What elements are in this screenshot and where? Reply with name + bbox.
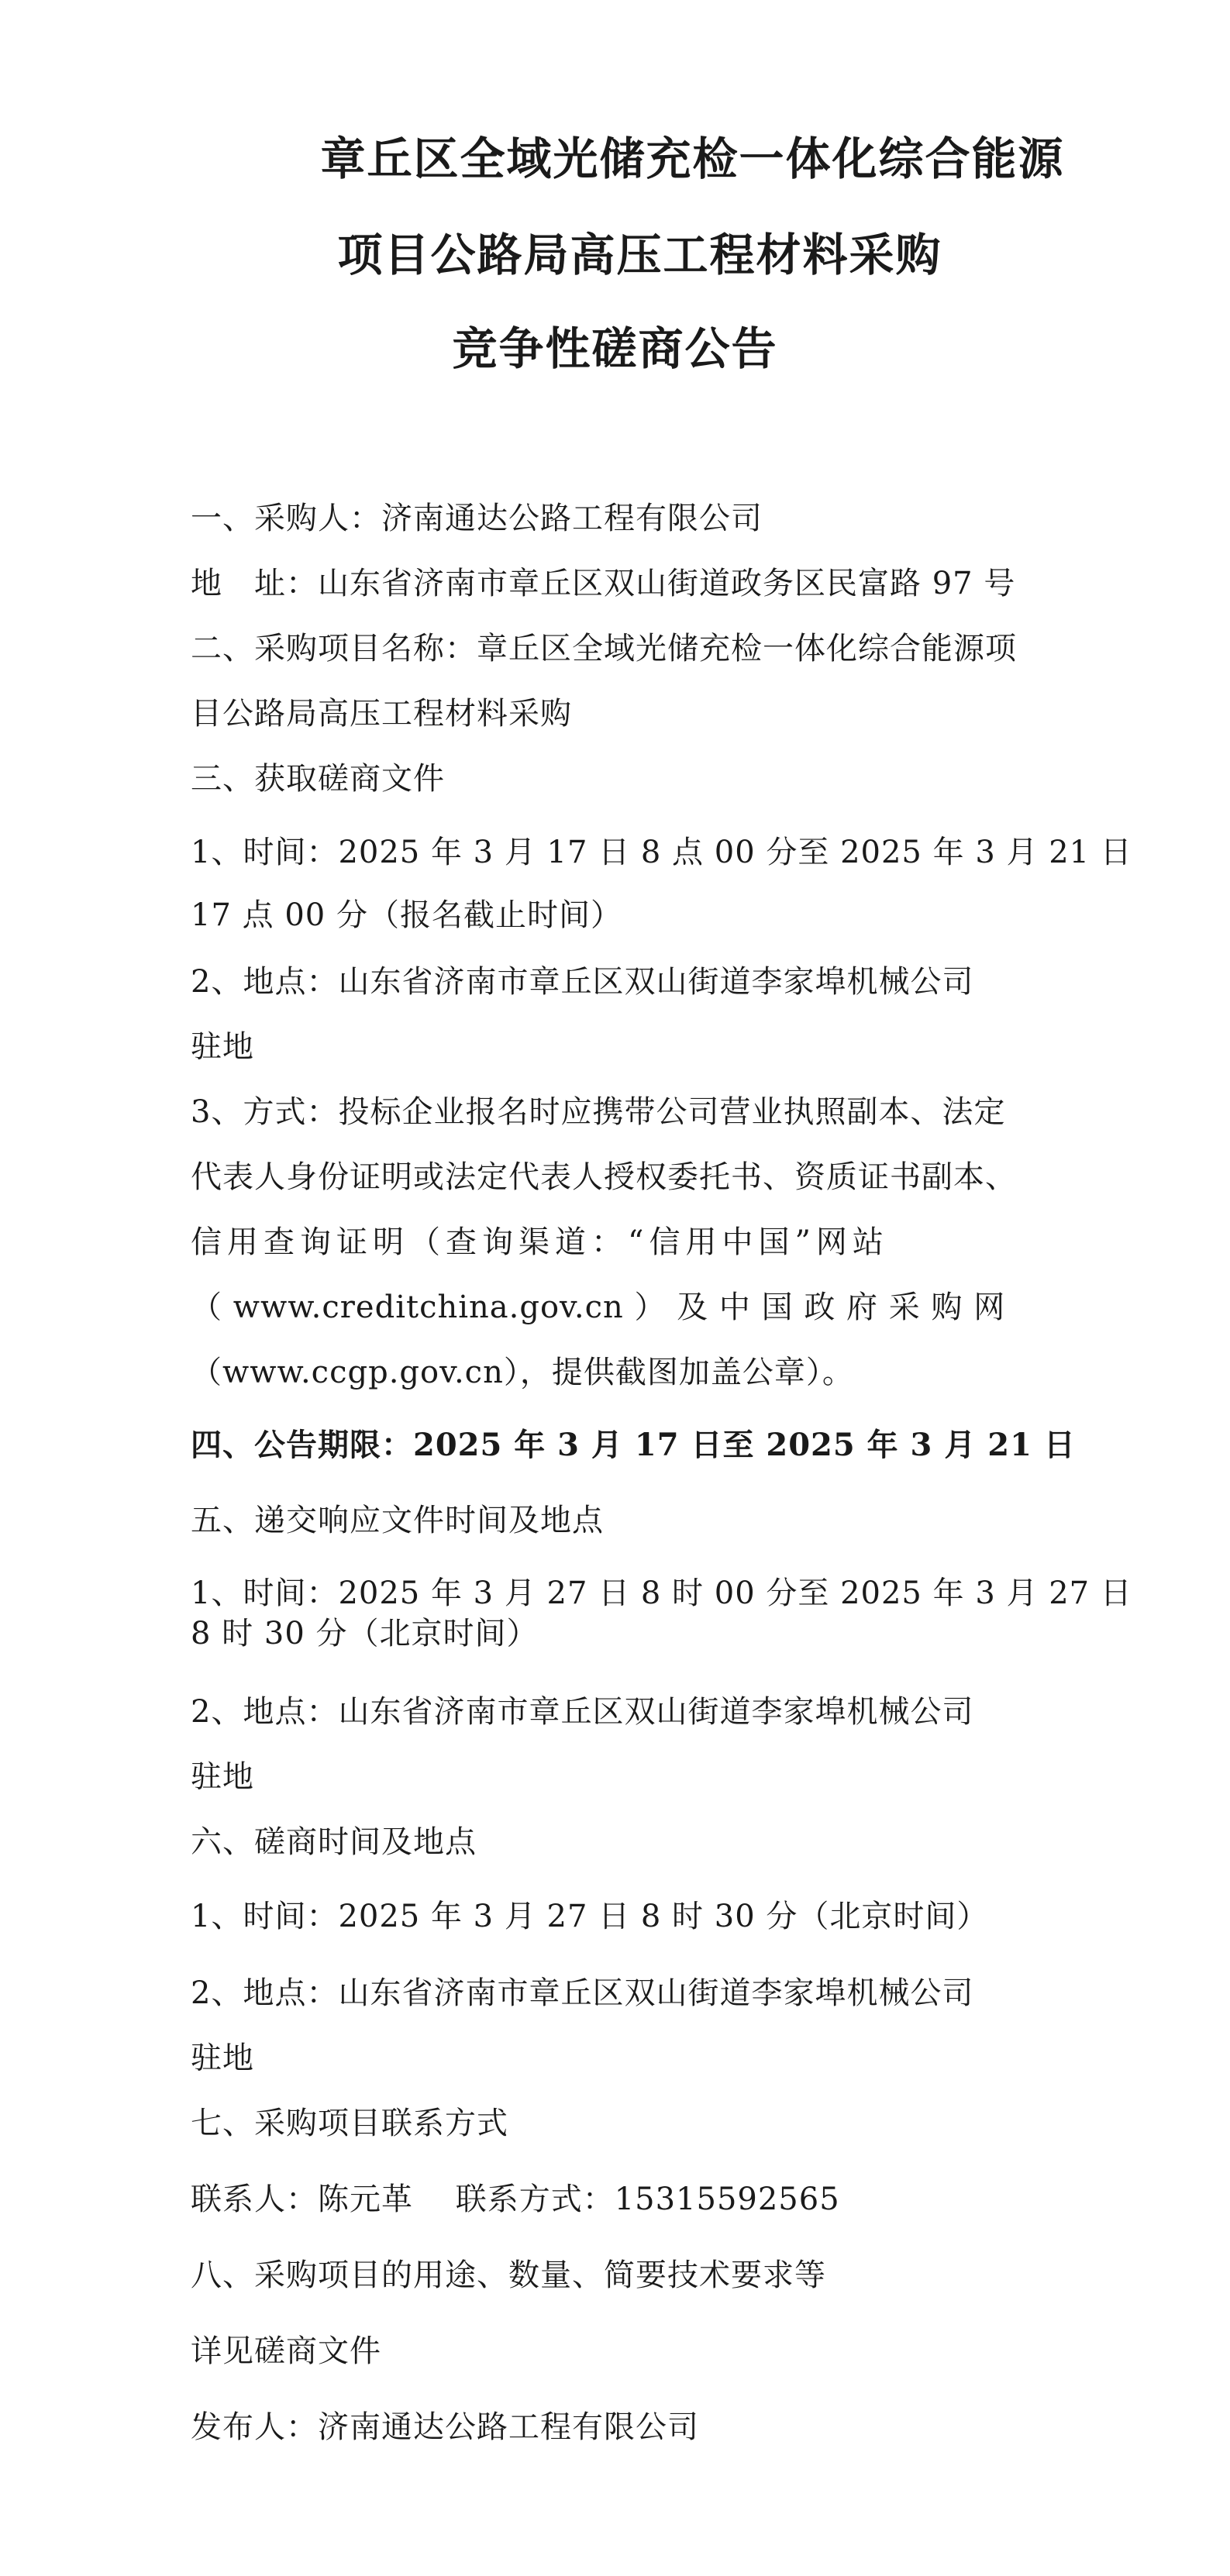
obtain-method-line-5: （www.ccgp.gov.cn），提供截图加盖公章）。 [191, 1355, 854, 1390]
contact-line: 联系人：陈元革 联系方式：15315592565 [191, 2182, 840, 2217]
obtain-time-line-1: 1、时间：2025 年 3 月 17 日 8 点 00 分至 2025 年 3 月 21 日 [191, 835, 1132, 870]
title-line-2: 项目公路局高压工程材料采购 [337, 229, 942, 281]
submit-time-line-2: 8 时 30 分（北京时间） [191, 1616, 539, 1651]
obtain-method-line-4: （ www.creditchina.gov.cn ） 及 中 国 政 府 采 购 网 [191, 1290, 1006, 1325]
obtain-time-line-2: 17 点 00 分（报名截止时间） [191, 897, 622, 933]
obtain-method-line-3: 信用查询证明（查询渠道：“信用中国”网站 [191, 1224, 889, 1260]
submit-time-line-1: 1、时间：2025 年 3 月 27 日 8 时 00 分至 2025 年 3 月 27 日 [191, 1576, 1132, 1611]
consult-place-line-1: 2、地点：山东省济南市章丘区双山街道李家埠机械公司 [191, 1975, 974, 2011]
consult-time-line: 1、时间：2025 年 3 月 27 日 8 时 30 分（北京时间） [191, 1899, 989, 1934]
detail-line: 详见磋商文件 [191, 2333, 381, 2369]
obtain-method-line-2: 代表人身份证明或法定代表人授权委托书、资质证书副本、 [191, 1159, 1017, 1195]
project-name-line-1: 二、采购项目名称：章丘区全域光储充检一体化综合能源项 [191, 631, 1017, 666]
section-7-heading: 七、采购项目联系方式 [191, 2106, 508, 2141]
submit-place-line-2: 驻地 [191, 1759, 254, 1795]
obtain-place-line-1: 2、地点：山东省济南市章丘区双山街道李家埠机械公司 [191, 964, 974, 1000]
consult-place-line-2: 驻地 [191, 2040, 254, 2076]
title-line-1: 章丘区全域光储充检一体化综合能源 [320, 133, 1065, 185]
submit-place-line-1: 2、地点：山东省济南市章丘区双山街道李家埠机械公司 [191, 1694, 974, 1730]
publisher-line: 发布人：济南通达公路工程有限公司 [191, 2409, 699, 2445]
purchaser-line: 一、采购人：济南通达公路工程有限公司 [191, 501, 763, 536]
notice-period-line: 四、公告期限：2025 年 3 月 17 日至 2025 年 3 月 21 日 [191, 1427, 1076, 1463]
section-3-heading: 三、获取磋商文件 [191, 761, 445, 797]
obtain-place-line-2: 驻地 [191, 1029, 254, 1065]
address-line: 地 址：山东省济南市章丘区双山街道政务区民富路 97 号 [191, 566, 1016, 601]
title-line-3: 竞争性磋商公告 [452, 322, 778, 375]
obtain-method-line-1: 3、方式：投标企业报名时应携带公司营业执照副本、法定 [191, 1094, 1006, 1130]
project-name-line-2: 目公路局高压工程材料采购 [191, 696, 572, 732]
section-6-heading: 六、磋商时间及地点 [191, 1824, 477, 1860]
section-5-heading: 五、递交响应文件时间及地点 [191, 1503, 604, 1538]
section-8-heading: 八、采购项目的用途、数量、简要技术要求等 [191, 2257, 826, 2293]
